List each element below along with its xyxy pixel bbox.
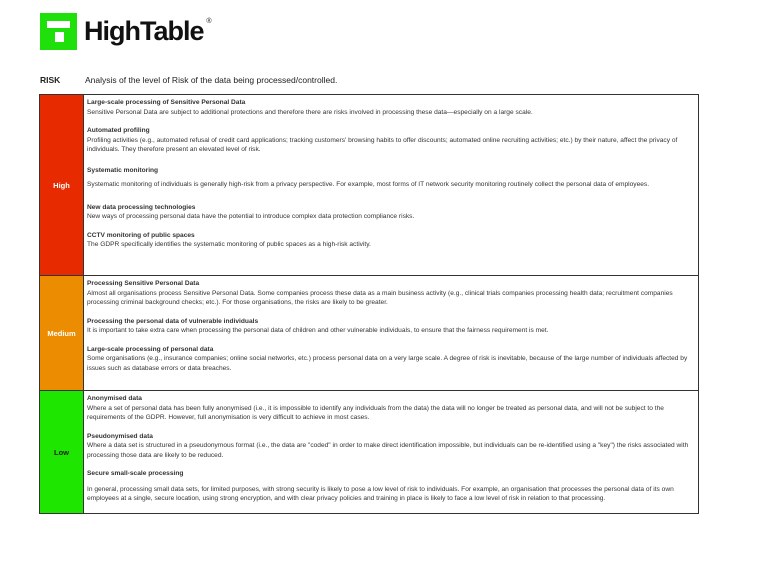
item-title: CCTV monitoring of public spaces	[87, 231, 195, 239]
item-title: Automated profiling	[87, 127, 150, 134]
risk-item	[87, 203, 694, 222]
risk-level-high: High	[40, 95, 84, 275]
logo-mark-icon	[40, 13, 77, 50]
item-title: Anonymised data	[87, 395, 142, 402]
item-title: Processing Sensitive Personal Data	[87, 280, 200, 287]
item-title: Large-scale processing of Sensitive Personal Data	[87, 99, 246, 106]
risk-item	[87, 432, 694, 461]
risk-item	[87, 345, 694, 374]
item-description: Sensitive Personal Data are subject to additional protections and therefore there are risks involved in processing these data—especially on a large scale.	[87, 108, 533, 116]
risk-heading	[40, 75, 337, 85]
risk-description: Analysis of the level of Risk of the data being processed/controlled.	[85, 75, 338, 85]
item-description: Some organisations (e.g., insurance companies; online social networks, etc.) process personal data on a very large scale. A degree of risk is inevitable, because of the large number of individuals affected by issues such as database errors or data breaches.	[87, 355, 688, 372]
risk-label: RISK	[40, 75, 61, 85]
risk-item	[87, 317, 694, 336]
risk-item	[87, 126, 694, 155]
item-title: Large-scale processing of personal data	[87, 345, 214, 353]
item-title: Systematic monitoring	[87, 166, 159, 174]
risk-table	[39, 94, 699, 514]
item-description: Profiling activities (e.g., automated refusal of credit card applications; tracking customers' browsing habits to offer discounts; automated online recruiting activities; etc.) by their nature, affect the privacy of individuals. They therefore present an elevated level of risk.	[87, 136, 678, 153]
item-title: Processing the personal data of vulnerable individuals	[87, 317, 259, 325]
item-description: It is important to take extra care when processing the personal data of children and other vulnerable individuals, to ensure that the fairness requirement is met.	[87, 327, 549, 334]
hightable-logo	[40, 12, 211, 50]
risk-item	[87, 469, 694, 504]
risk-item	[87, 166, 694, 190]
item-title: Secure small-scale processing	[87, 470, 184, 477]
risk-item	[87, 394, 694, 423]
risk-item	[87, 98, 694, 117]
risk-level-medium: Medium	[40, 276, 84, 390]
item-title: Pseudonymised data	[87, 432, 153, 440]
risk-section-high	[40, 95, 698, 276]
item-description: New ways of processing personal data have the potential to introduce complex data protection compliance risks.	[87, 213, 415, 220]
item-description: Where a set of personal data has been fully anonymised (i.e., it is impossible to identify any individuals from the data) the data will no longer be treated as personal data, and will not be subject to the requirements of the GDPR. However, full anonymisation is very difficult to achieve in most cases.	[87, 404, 664, 421]
item-description: Where a data set is structured in a pseudonymous format (i.e., the data are "coded" in order to make direct identification impossible, but individuals can be re-identified using a "key") the risks associated with processing those data are likely to be reduced.	[87, 442, 689, 459]
brand-name: HighTable ®	[84, 15, 211, 46]
risk-section-medium	[40, 276, 698, 391]
item-description: Systematic monitoring of individuals is generally high-risk from a privacy perspective. For example, most forms of IT network security monitoring routinely collect the personal data of employees.	[87, 181, 650, 188]
risk-item	[87, 231, 694, 250]
item-title: New data processing technologies	[87, 203, 196, 211]
item-description: In general, processing small data sets, for limited purposes, with strong security is likely to pose a low level of risk to individuals. For example, an organisation that processes the personal data of its own employees at a single, secure location, using strong encryption, and with clear privacy policies and training in place is likely to face a low level of risk in relation to that processing.	[87, 485, 674, 502]
risk-section-low	[40, 391, 698, 513]
item-description: Almost all organisations process Sensitive Personal Data. Some companies process these data as a main business activity (e.g., clinical trials companies processing health data; recruitment companies processing criminal background checks; etc.). For those organisations, the risks are likely to be greater.	[87, 289, 673, 306]
risk-level-low: Low	[40, 391, 84, 513]
item-description: The GDPR specifically identifies the systematic monitoring of public spaces as a high-risk activity.	[87, 241, 371, 248]
risk-item	[87, 279, 694, 308]
